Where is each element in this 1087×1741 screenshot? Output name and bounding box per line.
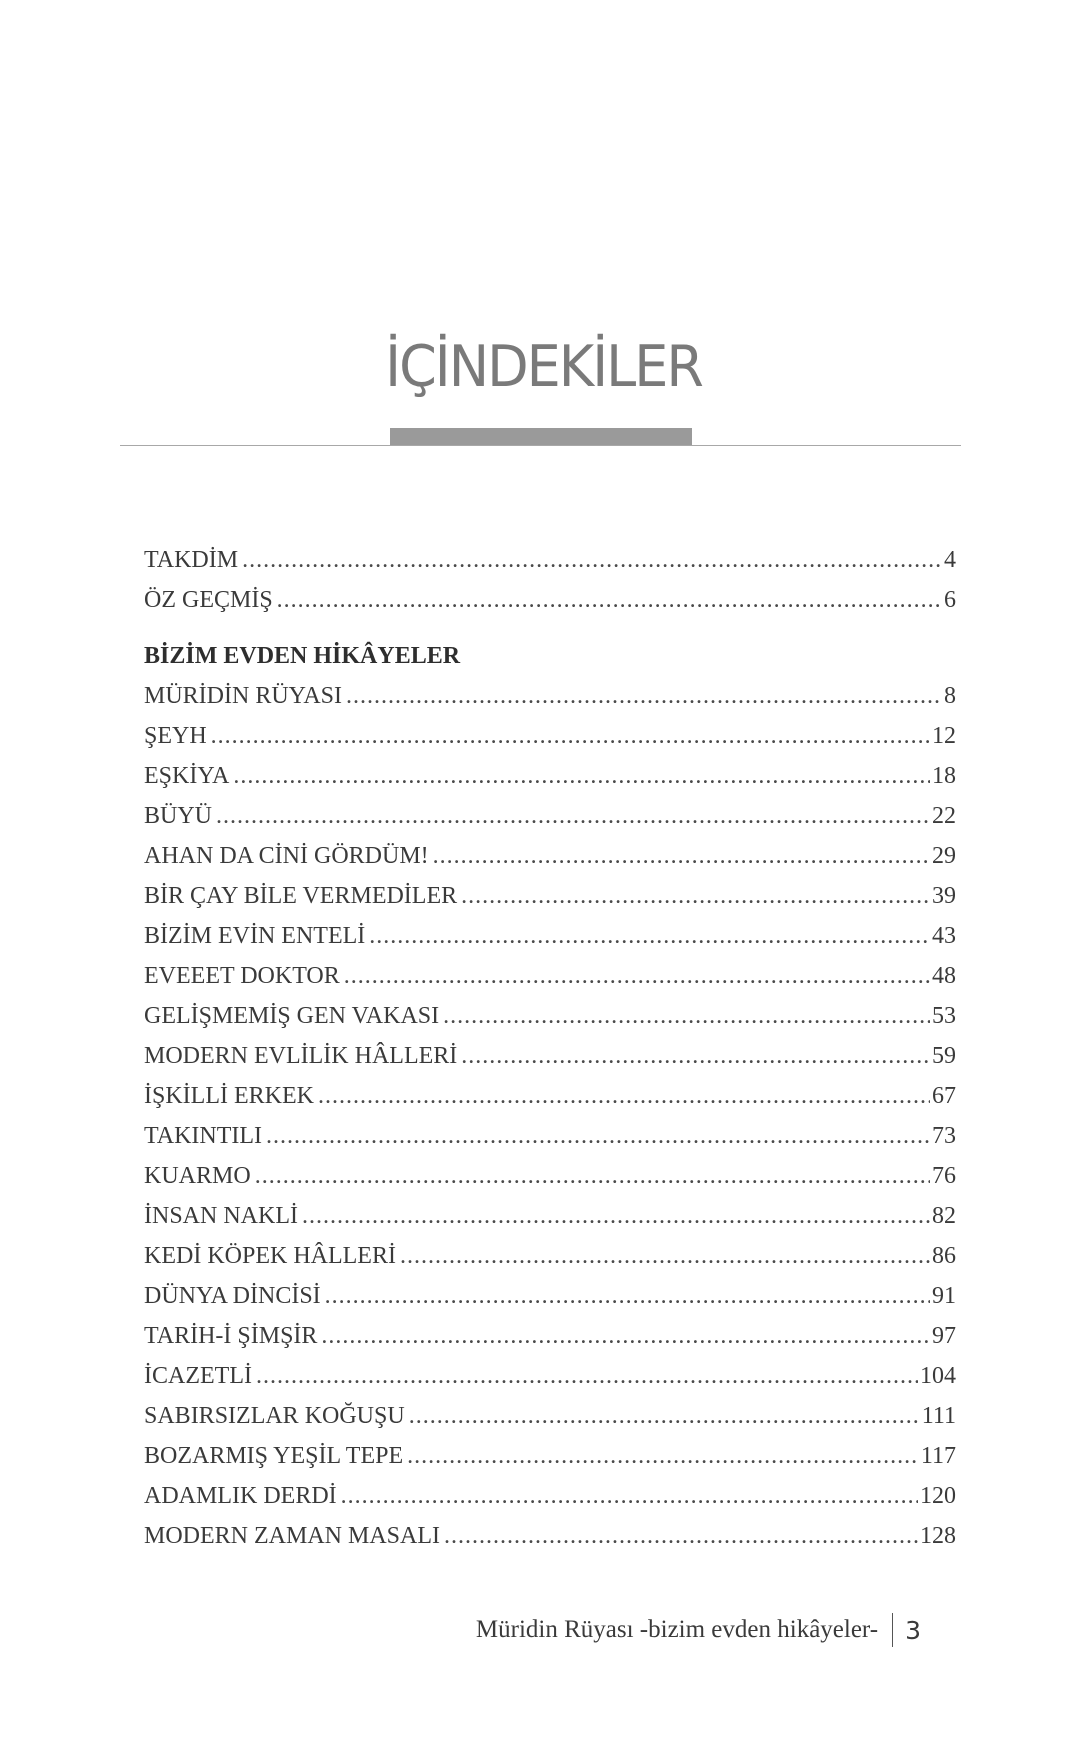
toc-entry-page: 117 [920, 1443, 956, 1469]
toc-entry-title: ÖZ GEÇMİŞ [144, 587, 273, 613]
toc-entry-page: 73 [932, 1123, 956, 1149]
toc-entry-page: 18 [932, 763, 956, 789]
toc-leader-dots [302, 1196, 930, 1236]
toc-entry-page: 82 [932, 1203, 956, 1229]
toc-entry [144, 1036, 956, 1076]
toc-entry-title: ADAMLIK DERDİ [144, 1483, 337, 1509]
toc-leader-dots [321, 1316, 930, 1356]
toc-entry [144, 1396, 956, 1436]
toc-section-entries [144, 676, 956, 1556]
toc-leader-dots [344, 956, 930, 996]
table-of-contents [144, 540, 956, 1556]
toc-entry-title: İNSAN NAKLİ [144, 1203, 298, 1229]
toc-entry-page: 104 [920, 1363, 956, 1389]
toc-entry-page: 128 [920, 1523, 956, 1549]
toc-entry-page: 22 [932, 803, 956, 829]
toc-leader-dots [325, 1276, 930, 1316]
toc-entry-page: 76 [932, 1163, 956, 1189]
toc-entry [144, 1476, 956, 1516]
toc-entry-title: EVEEET DOKTOR [144, 963, 340, 989]
toc-entry-title: TAKINTILI [144, 1123, 263, 1149]
toc-entry [144, 1196, 956, 1236]
toc-entry-page: 39 [932, 883, 956, 909]
toc-leader-dots [216, 796, 930, 836]
toc-entry-page: 120 [920, 1483, 956, 1509]
toc-leader-dots [318, 1076, 930, 1116]
toc-entry [144, 1156, 956, 1196]
page-footer [476, 1612, 921, 1648]
toc-entry-title: DÜNYA DİNCİSİ [144, 1283, 321, 1309]
toc-leader-dots [256, 1356, 918, 1396]
toc-entry-title: BİR ÇAY BİLE VERMEDİLER [144, 883, 458, 909]
toc-leader-dots [461, 1036, 930, 1076]
toc-leader-dots [242, 540, 942, 580]
toc-entry-title: BİZİM EVİN ENTELİ [144, 923, 366, 949]
toc-entry [144, 1316, 956, 1356]
title-divider-rule [120, 445, 961, 446]
toc-leader-dots [341, 1476, 918, 1516]
toc-entry-page: 8 [944, 683, 956, 709]
toc-entry-page: 86 [932, 1243, 956, 1269]
toc-entry-page: 67 [932, 1083, 956, 1109]
toc-entry [144, 916, 956, 956]
toc-entry [144, 580, 956, 620]
toc-top-entries [144, 540, 956, 620]
toc-entry-title: TAKDİM [144, 547, 239, 573]
toc-entry [144, 1436, 956, 1476]
toc-entry [144, 1116, 956, 1156]
toc-leader-dots [211, 716, 930, 756]
toc-entry-title: SABIRSIZLAR KOĞUŞU [144, 1403, 405, 1429]
footer-page-number: 3 [905, 1615, 921, 1645]
toc-leader-dots [277, 580, 942, 620]
footer-book-title: Müridin Rüyası -bizim evden hikâyeler- [475, 1616, 879, 1643]
toc-entry-page: 111 [921, 1403, 956, 1429]
toc-entry [144, 1276, 956, 1316]
section-heading: BİZİM EVDEN HİKÂYELER [144, 643, 461, 669]
toc-entry [144, 1076, 956, 1116]
toc-entry-title: AHAN DA CİNİ GÖRDÜM! [144, 843, 429, 869]
toc-entry-title: MÜRİDİN RÜYASI [144, 683, 343, 709]
toc-entry [144, 756, 956, 796]
toc-leader-dots [346, 676, 942, 716]
toc-leader-dots [433, 836, 930, 876]
toc-leader-dots [407, 1436, 919, 1476]
toc-entry-page: 12 [932, 723, 956, 749]
toc-entry-page: 59 [932, 1043, 956, 1069]
toc-entry-page: 97 [932, 1323, 956, 1349]
toc-entry [144, 956, 956, 996]
toc-entry [144, 876, 956, 916]
title-underline-bar [390, 428, 692, 446]
toc-entry-title: BOZARMIŞ YEŞİL TEPE [144, 1443, 404, 1469]
toc-entry-page: 53 [932, 1003, 956, 1029]
toc-leader-dots [369, 916, 930, 956]
toc-entry [144, 1236, 956, 1276]
toc-entry-page: 48 [932, 963, 956, 989]
toc-entry [144, 716, 956, 756]
section-spacer [144, 620, 956, 636]
toc-entry-title: İCAZETLİ [144, 1363, 252, 1389]
toc-entry-page: 6 [944, 587, 956, 613]
toc-leader-dots [266, 1116, 930, 1156]
toc-leader-dots [255, 1156, 930, 1196]
toc-entry-page: 91 [932, 1283, 956, 1309]
toc-entry-title: BÜYÜ [144, 803, 213, 829]
toc-leader-dots [461, 876, 930, 916]
toc-entry-page: 43 [932, 923, 956, 949]
toc-entry-title: EŞKİYA [144, 763, 230, 789]
toc-entry-title: GELİŞMEMİŞ GEN VAKASI [144, 1003, 440, 1029]
toc-leader-dots [400, 1236, 930, 1276]
toc-entry [144, 836, 956, 876]
toc-entry-title: MODERN ZAMAN MASALI [144, 1523, 441, 1549]
toc-entry [144, 1356, 956, 1396]
toc-entry [144, 996, 956, 1036]
toc-entry-title: TARİH-İ ŞİMŞİR [144, 1323, 318, 1349]
toc-entry-title: İŞKİLLİ ERKEK [144, 1083, 314, 1109]
toc-entry-title: KEDİ KÖPEK HÂLLERİ [144, 1243, 396, 1269]
toc-entry-title: KUARMO [144, 1163, 251, 1189]
footer-divider [892, 1613, 893, 1647]
toc-leader-dots [444, 1516, 918, 1556]
page-title: İÇİNDEKİLER [385, 333, 702, 400]
toc-entry [144, 540, 956, 580]
toc-entry-page: 29 [932, 843, 956, 869]
toc-entry [144, 676, 956, 716]
toc-entry-page: 4 [944, 547, 956, 573]
toc-entry-title: MODERN EVLİLİK HÂLLERİ [144, 1043, 458, 1069]
toc-entry [144, 1516, 956, 1556]
toc-leader-dots [409, 1396, 920, 1436]
toc-entry [144, 796, 956, 836]
toc-entry-title: ŞEYH [144, 723, 207, 749]
toc-leader-dots [443, 996, 930, 1036]
toc-leader-dots [233, 756, 930, 796]
